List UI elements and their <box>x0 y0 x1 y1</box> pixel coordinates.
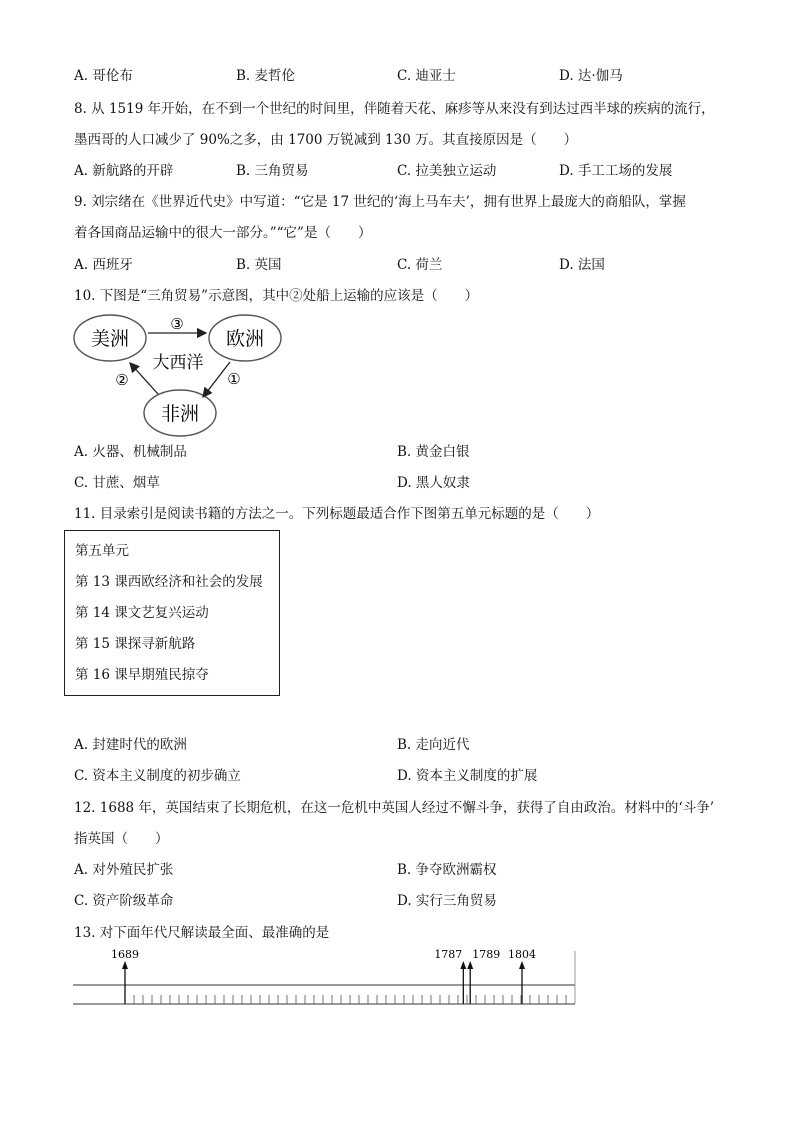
q7-option-c: C. 迪亚士 <box>397 68 456 84</box>
timeline-arrowhead-1804 <box>519 961 525 969</box>
q12-stem-line1: 12. 1688 年，英国结束了长期危机，在这一危机中英国人经过不懈斗争，获得了自由政治。材料中的‘斗争’ <box>74 800 714 816</box>
q9-option-a: A. 西班牙 <box>74 257 133 273</box>
toc-lesson-16: 第 16 课早期殖民掠夺 <box>75 667 209 683</box>
timeline-label-1804: 1804 <box>508 948 536 961</box>
timeline-arrowhead-1789 <box>467 961 473 969</box>
q12-option-b: B. 争夺欧洲霸权 <box>397 862 497 878</box>
q11-stem: 11. 目录索引是阅读书籍的方法之一。下列标题最适合作下图第五单元标题的是（ ） <box>74 506 600 522</box>
q12-option-c: C. 资产阶级革命 <box>74 893 174 909</box>
toc-unit-title: 第五单元 <box>75 543 129 559</box>
route3-label: ③ <box>170 315 184 333</box>
timeline-ruler <box>70 945 580 1010</box>
q10-option-b: B. 黄金白银 <box>397 444 470 460</box>
q12-stem-line2: 指英国（ ） <box>74 831 169 847</box>
route2-label: ② <box>115 371 129 389</box>
q11-option-a: A. 封建时代的欧洲 <box>74 737 187 753</box>
timeline-label-1689: 1689 <box>111 948 139 961</box>
q13-stem: 13. 对下面年代尺解读最全面、最准确的是 <box>74 925 330 941</box>
q8-stem-line1: 8. 从 1519 年开始，在不到一个世纪的时间里，伴随着天花、麻疹等从来没有到达过西半球的疾病的流行， <box>74 101 715 117</box>
q12-option-a: A. 对外殖民扩张 <box>74 862 174 878</box>
route1-label: ① <box>227 370 241 388</box>
q8-option-a: A. 新航路的开辟 <box>74 163 174 179</box>
q9-option-c: C. 荷兰 <box>397 257 443 273</box>
q7-option-a: A. 哥伦布 <box>74 68 133 84</box>
q9-option-d: D. 法国 <box>559 257 605 273</box>
toc-lesson-13: 第 13 课西欧经济和社会的发展 <box>75 574 263 590</box>
q8-option-b: B. 三角贸易 <box>236 163 309 179</box>
q9-stem-line2: 着各国商品运输中的很大一部分。”“它”是（ ） <box>74 225 372 241</box>
route1-arrow <box>203 362 230 397</box>
q7-option-b: B. 麦哲伦 <box>236 68 296 84</box>
q9-option-b: B. 英国 <box>236 257 282 273</box>
q10-option-c: C. 甘蔗、烟草 <box>74 475 160 491</box>
q10-stem: 10. 下图是“三角贸易”示意图，其中②处船上运输的应该是（ ） <box>74 288 479 304</box>
timeline-label-1789: 1789 <box>472 948 501 961</box>
q9-stem-line1: 9. 刘宗绪在《世界近代史》中写道：“它是 17 世纪的‘海上马车夫’，拥有世界上最庞大的商船队，掌握 <box>74 194 686 210</box>
q10-option-d: D. 黑人奴隶 <box>397 475 470 491</box>
q11-option-b: B. 走向近代 <box>397 737 470 753</box>
toc-box <box>64 530 280 696</box>
q7-option-d: D. 达·伽马 <box>559 68 623 84</box>
timeline-arrowhead-1787 <box>460 961 466 969</box>
toc-lesson-14: 第 14 课文艺复兴运动 <box>75 605 209 621</box>
node-americas-label: 美洲 <box>90 328 130 350</box>
node-africa-label: 非洲 <box>160 403 200 425</box>
timeline-label-1787: 1787 <box>434 948 463 961</box>
toc-lesson-15: 第 15 课探寻新航路 <box>75 636 196 652</box>
q8-option-d: D. 手工工场的发展 <box>559 163 673 179</box>
q12-option-d: D. 实行三角贸易 <box>397 893 497 909</box>
triangle-trade-diagram <box>70 310 290 440</box>
q10-option-a: A. 火器、机械制品 <box>74 444 187 460</box>
q11-option-c: C. 资本主义制度的初步确立 <box>74 768 241 784</box>
q8-option-c: C. 拉美独立运动 <box>397 163 497 179</box>
timeline-arrowhead-1689 <box>122 961 128 969</box>
node-europe-label: 欧洲 <box>225 328 265 350</box>
q8-stem-line2: 墨西哥的人口减少了 90%之多，由 1700 万锐减到 130 万。其直接原因是（ ） <box>74 132 578 148</box>
q11-option-d: D. 资本主义制度的扩展 <box>397 768 538 784</box>
center-label: 大西洋 <box>152 353 204 373</box>
